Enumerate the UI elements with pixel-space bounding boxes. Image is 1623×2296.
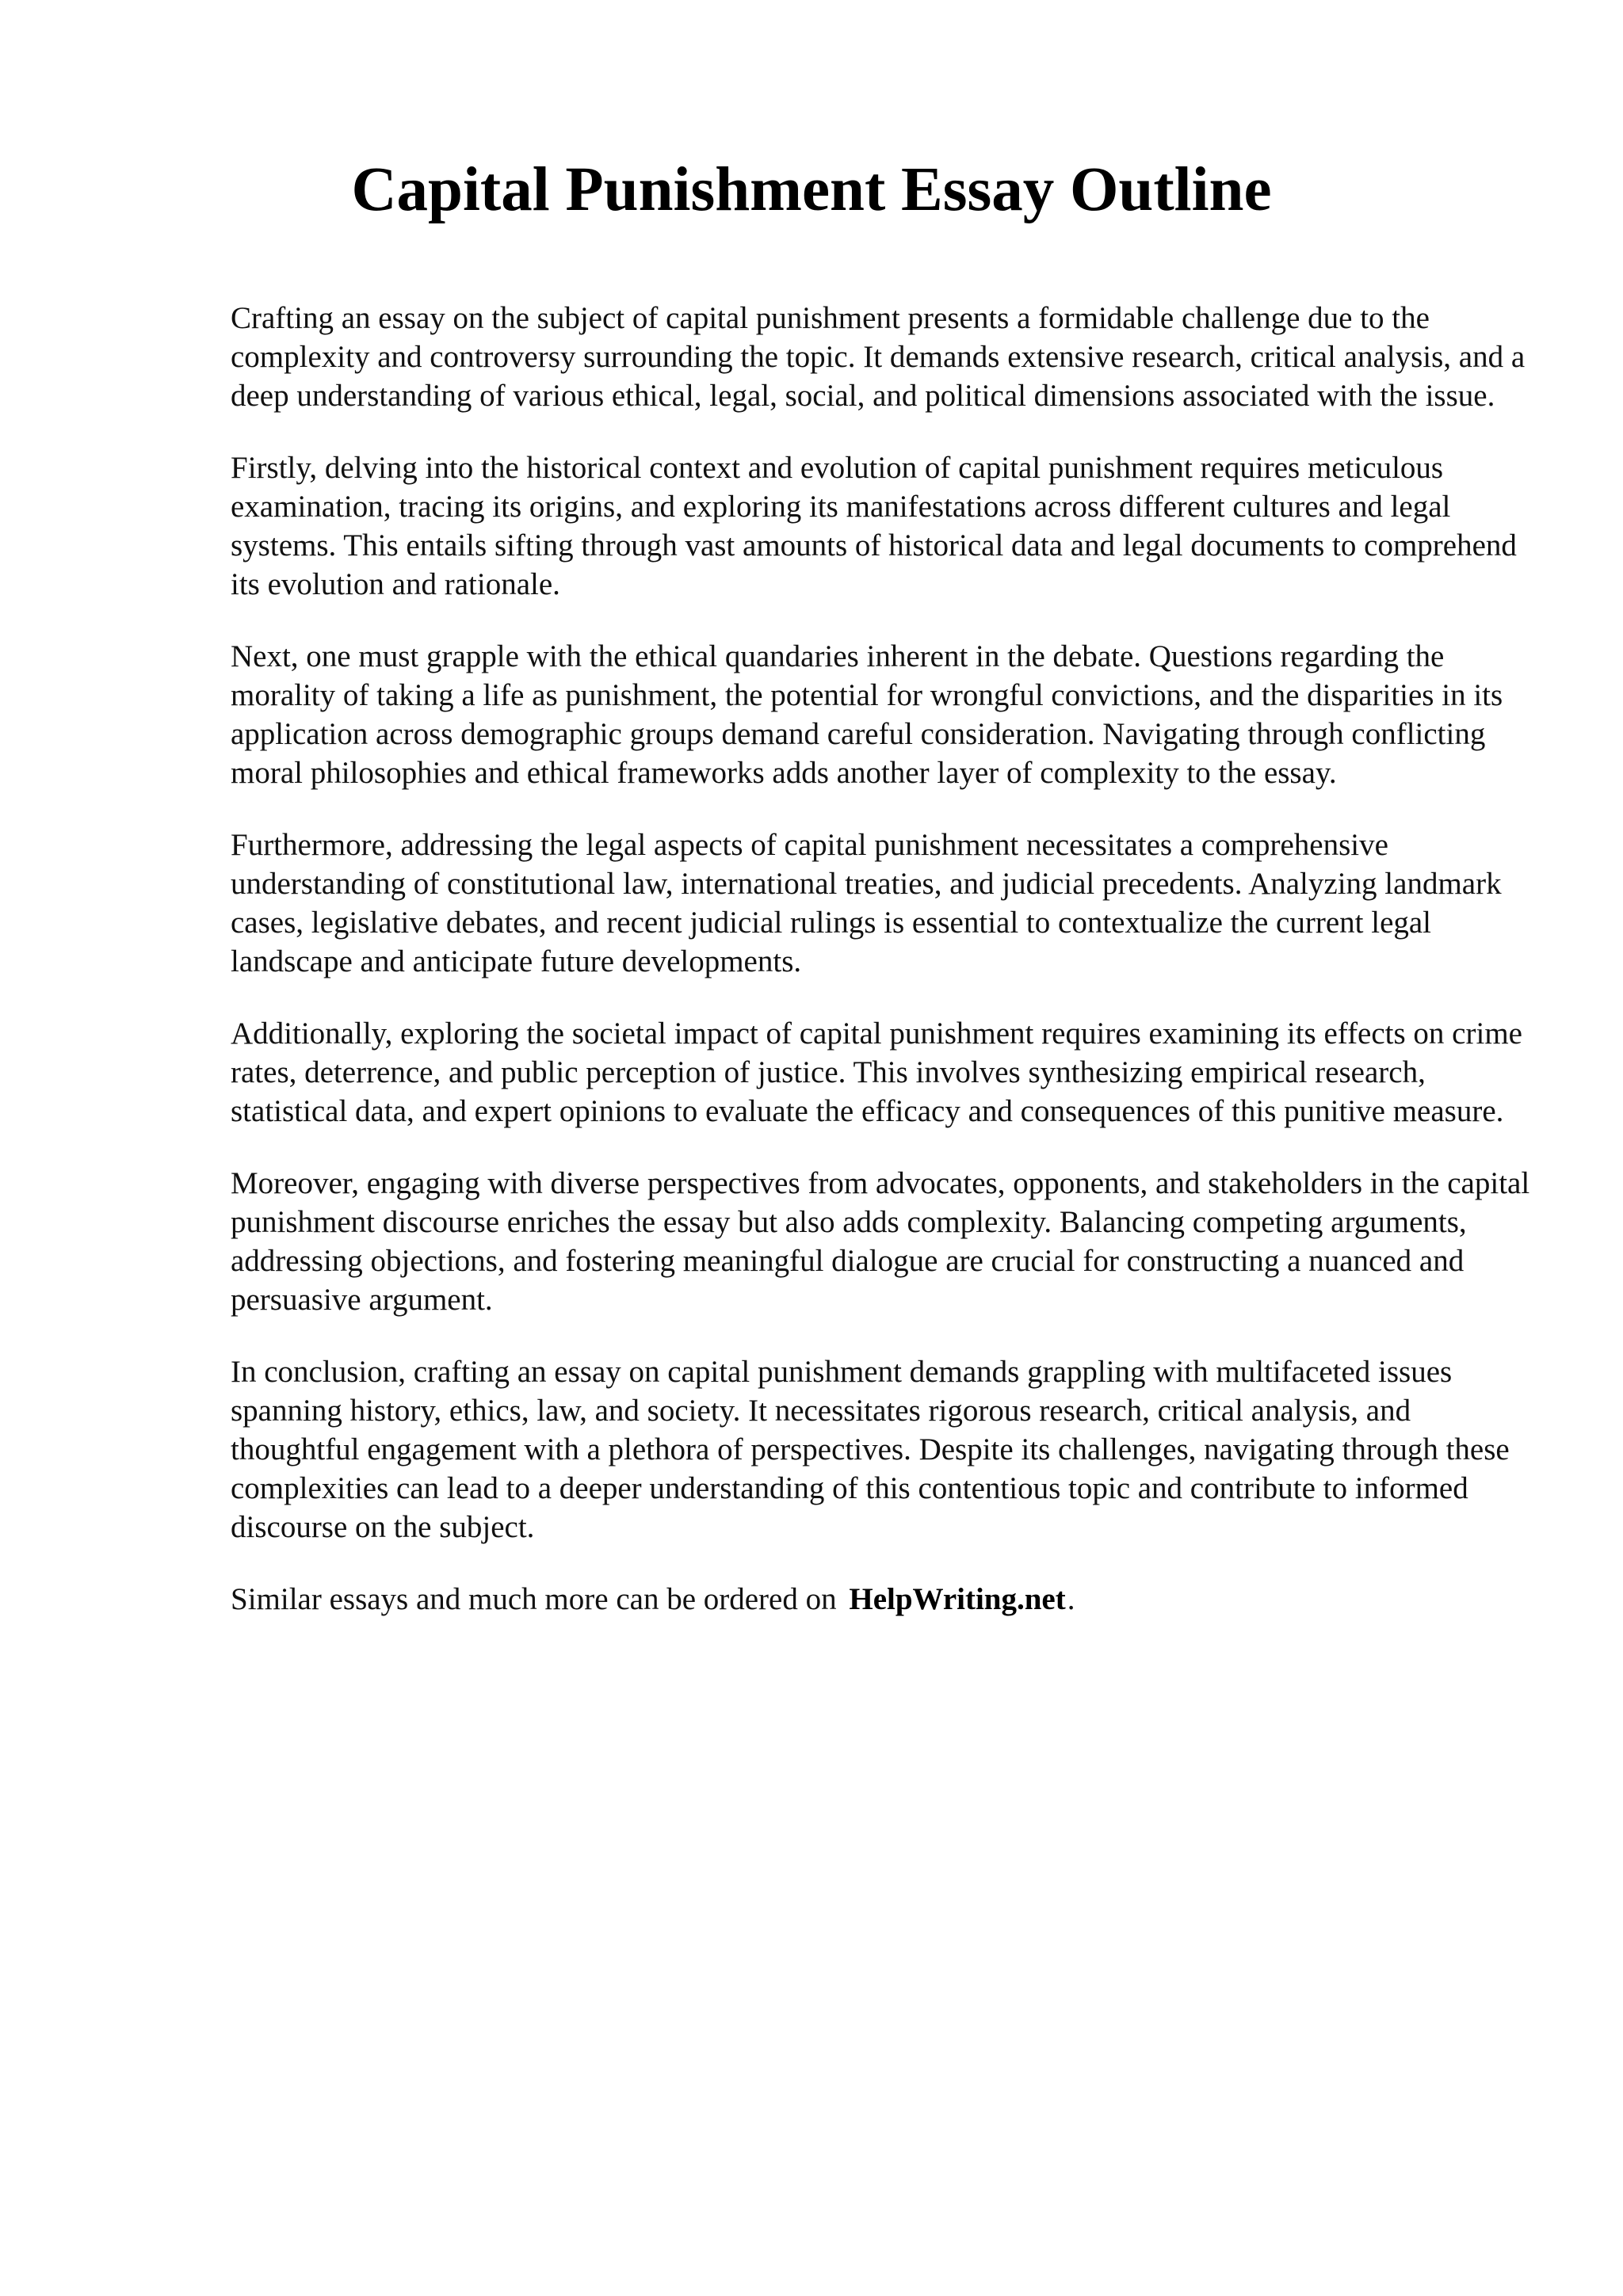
- paragraph-conclusion: In conclusion, crafting an essay on capital punishment demands grappling with multifaceted issues spanning history, ethics, law, and society. It necessitates rigorous research, critical analysis, and thoughtful engagement with a plethora of perspectives. Despite its challenges, navigating through these complexities can lead to a deeper understanding of this contentious topic and contribute to informed discourse on the subject.: [231, 1355, 1510, 1544]
- footer-period: .: [1067, 1582, 1075, 1616]
- paragraph-historical-context: Firstly, delving into the historical context and evolution of capital punishment requires meticulous examination, tracing its origins, and exploring its manifestations across different cultures and legal systems. This entails sifting through vast amounts of historical data and legal documents to comprehend its evolution and rationale.: [231, 451, 1517, 601]
- footer-note: [231, 1580, 1538, 1619]
- paragraph-legal-aspects: Furthermore, addressing the legal aspects of capital punishment necessitates a comprehensive understanding of constitutional law, international treaties, and judicial precedents. Analyzing landmark cases, legislative debates, and recent judicial rulings is essential to contextualize the current legal landscape and anticipate future developments.: [231, 828, 1502, 978]
- footer-lead-text: Similar essays and much more can be ordered on: [231, 1582, 837, 1616]
- paragraph-intro: Crafting an essay on the subject of capital punishment presents a formidable challenge due to the complexity and controversy surrounding the topic. It demands extensive research, critical analysis, and a deep understanding of various ethical, legal, social, and political dimensions associated with the issue.: [231, 301, 1526, 413]
- paragraph-diverse-perspectives: Moreover, engaging with diverse perspectives from advocates, opponents, and stakeholders in the capital punishment discourse enriches the essay but also adds complexity. Balancing competing arguments, addressing objections, and fostering meaningful dialogue are crucial for constructing a nuanced and persuasive argument.: [231, 1166, 1530, 1317]
- helpwriting-link[interactable]: HelpWriting.net: [849, 1582, 1066, 1616]
- paragraph-societal-impact: Additionally, exploring the societal impact of capital punishment requires examining its effects on crime rates, deterrence, and public perception of justice. This involves synthesizing empirical research, statistical data, and expert opinions to evaluate the efficacy and consequences of this punitive measure.: [231, 1016, 1522, 1128]
- paragraph-ethical-quandaries: Next, one must grapple with the ethical quandaries inherent in the debate. Questions regarding the morality of taking a life as punishment, the potential for wrongful convictions, and the disparities in its application across demographic groups demand careful consideration. Navigating through conflicting moral philosophies and ethical frameworks adds another layer of complexity to the essay.: [231, 639, 1503, 790]
- document-title: Capital Punishment Essay Outline: [351, 155, 1272, 224]
- document-body: [231, 299, 1538, 1619]
